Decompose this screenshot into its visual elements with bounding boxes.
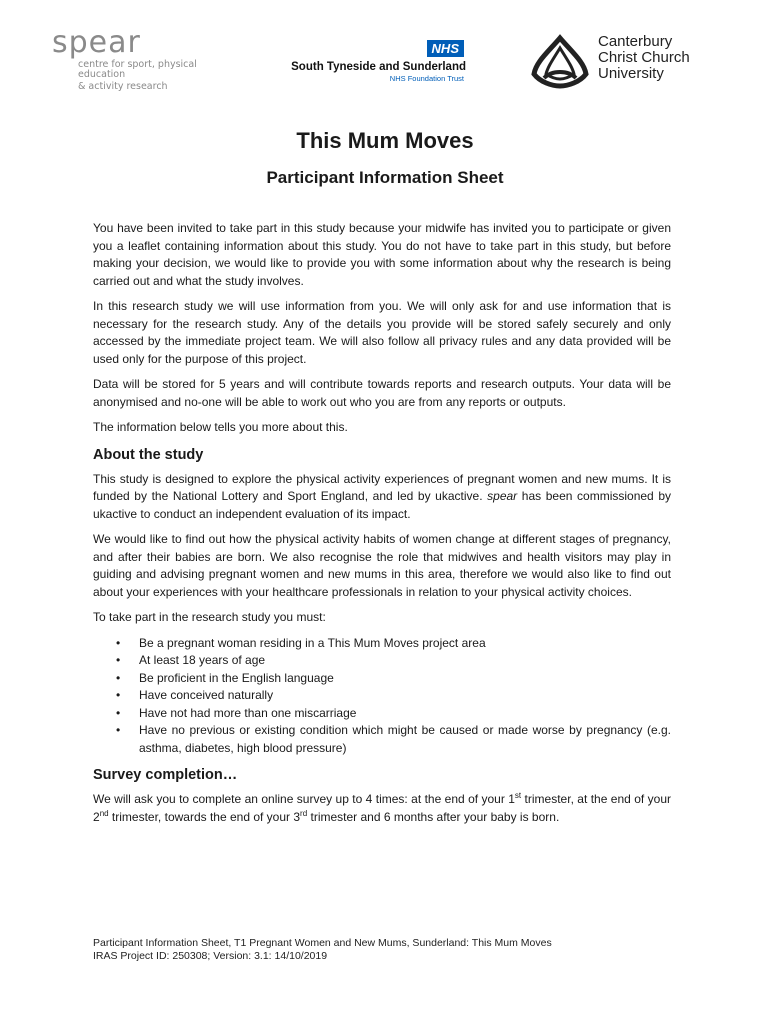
intro-paragraph-4: The information below tells you more about this.: [93, 420, 348, 434]
criteria-list: [93, 635, 671, 758]
list-item: • At least 18 years of age: [139, 652, 671, 670]
cccu-wordmark: [598, 34, 690, 82]
about-spear-italic: spear: [487, 489, 518, 503]
page-footer: [93, 937, 552, 963]
document-body: [93, 220, 671, 834]
document-subtitle: Participant Information Sheet: [266, 168, 504, 187]
footer-line-2: IRAS Project ID: 250308; Version: 3.1: 14/10/2019: [93, 950, 328, 962]
survey-sup-2: nd: [99, 808, 109, 818]
list-item: • Have no previous or existing condition which might be caused or made worse by pregnancy (e.g. asthma, diabetes, high blood pressure): [139, 722, 671, 757]
cccu-line-2: Christ Church: [598, 49, 690, 66]
list-item: • Be proficient in the English language: [139, 670, 671, 688]
survey-sup-1: st: [514, 791, 522, 800]
about-text-2: has been commissioned by ukactive to conduct an independent evaluation of its impact.: [93, 489, 672, 521]
cccu-logo: [530, 34, 730, 94]
about-heading: About the study: [93, 446, 204, 463]
intro-paragraph-1: You have been invited to take part in this study because your midwife has invited you to participate or given you a leaflet containing information about this study. You do not have to take part in this study, but before making your decision, we would like to provide you with some information about why the research is being carried out and what the study involves.: [93, 221, 671, 288]
intro-paragraph-3: Data will be stored for 5 years and will contribute towards reports and research outputs. Your data will be anonymised and no-one will be able to work out who you are from any reports or outputs.: [93, 377, 671, 409]
survey-text-4: trimester and 6 months after your baby is born.: [307, 809, 560, 824]
spear-logo-tagline-1: centre for sport, physical education: [78, 59, 197, 80]
about-paragraph-1: [93, 471, 671, 524]
about-text-1: This study is designed to explore the physical activity experiences of pregnant women and new mums. It is funded by the National Lottery and Sport England, and led by ukactive.: [93, 471, 671, 503]
page-header: [0, 0, 770, 110]
spear-logo: [52, 25, 232, 92]
survey-heading: Survey completion…: [93, 767, 238, 783]
cccu-line-1: Canterbury: [598, 33, 673, 50]
nhs-foundation-label: NHS Foundation Trust: [389, 74, 464, 83]
spear-logo-tagline-2: & activity research: [78, 81, 168, 92]
survey-paragraph: [93, 791, 671, 826]
spear-logo-word: spear: [52, 25, 141, 60]
survey-sup-3: rd: [300, 808, 308, 818]
nhs-trust-name: South Tyneside and Sunderland: [291, 61, 466, 73]
intro-paragraph-2: In this research study we will use information from you. We will only ask for and use information that is necessary for the research study. Any of the details you provide will be stored safely securely and only accessed by the immediate project team. We will also follow all privacy rules and any data provided will be used only for the purpose of this project.: [93, 299, 671, 366]
list-item: • Have conceived naturally: [139, 687, 671, 705]
cccu-line-3: University: [598, 65, 664, 82]
criteria-intro: To take part in the research study you must:: [93, 610, 326, 624]
nhs-trust-logo: [270, 40, 466, 83]
survey-text-2: trimester, at the end of your 2: [93, 792, 671, 824]
survey-text-1: We will ask you to complete an online survey up to 4 times: at the end of your 1: [93, 792, 515, 806]
survey-text-3: trimester, towards the end of your 3: [108, 809, 301, 824]
footer-line-1: Participant Information Sheet, T1 Pregnant Women and New Mums, Sunderland: This Mum Moves: [93, 937, 552, 949]
list-item: • Be a pregnant woman residing in a This Mum Moves project area: [139, 635, 671, 653]
cccu-crest-icon: [530, 34, 590, 90]
document-title: This Mum Moves: [296, 128, 474, 153]
list-item: • Have not had more than one miscarriage: [139, 705, 671, 723]
nhs-badge: NHS: [427, 40, 464, 57]
about-paragraph-2: We would like to find out how the physical activity habits of women change at different stages of pregnancy, and after their babies are born. We also recognise the role that midwives and health visitors may play in guiding and advising pregnant women and new mums in this area, therefore we would also like to find out about your experiences with your healthcare professionals in relation to your physical activity choices.: [93, 532, 671, 599]
